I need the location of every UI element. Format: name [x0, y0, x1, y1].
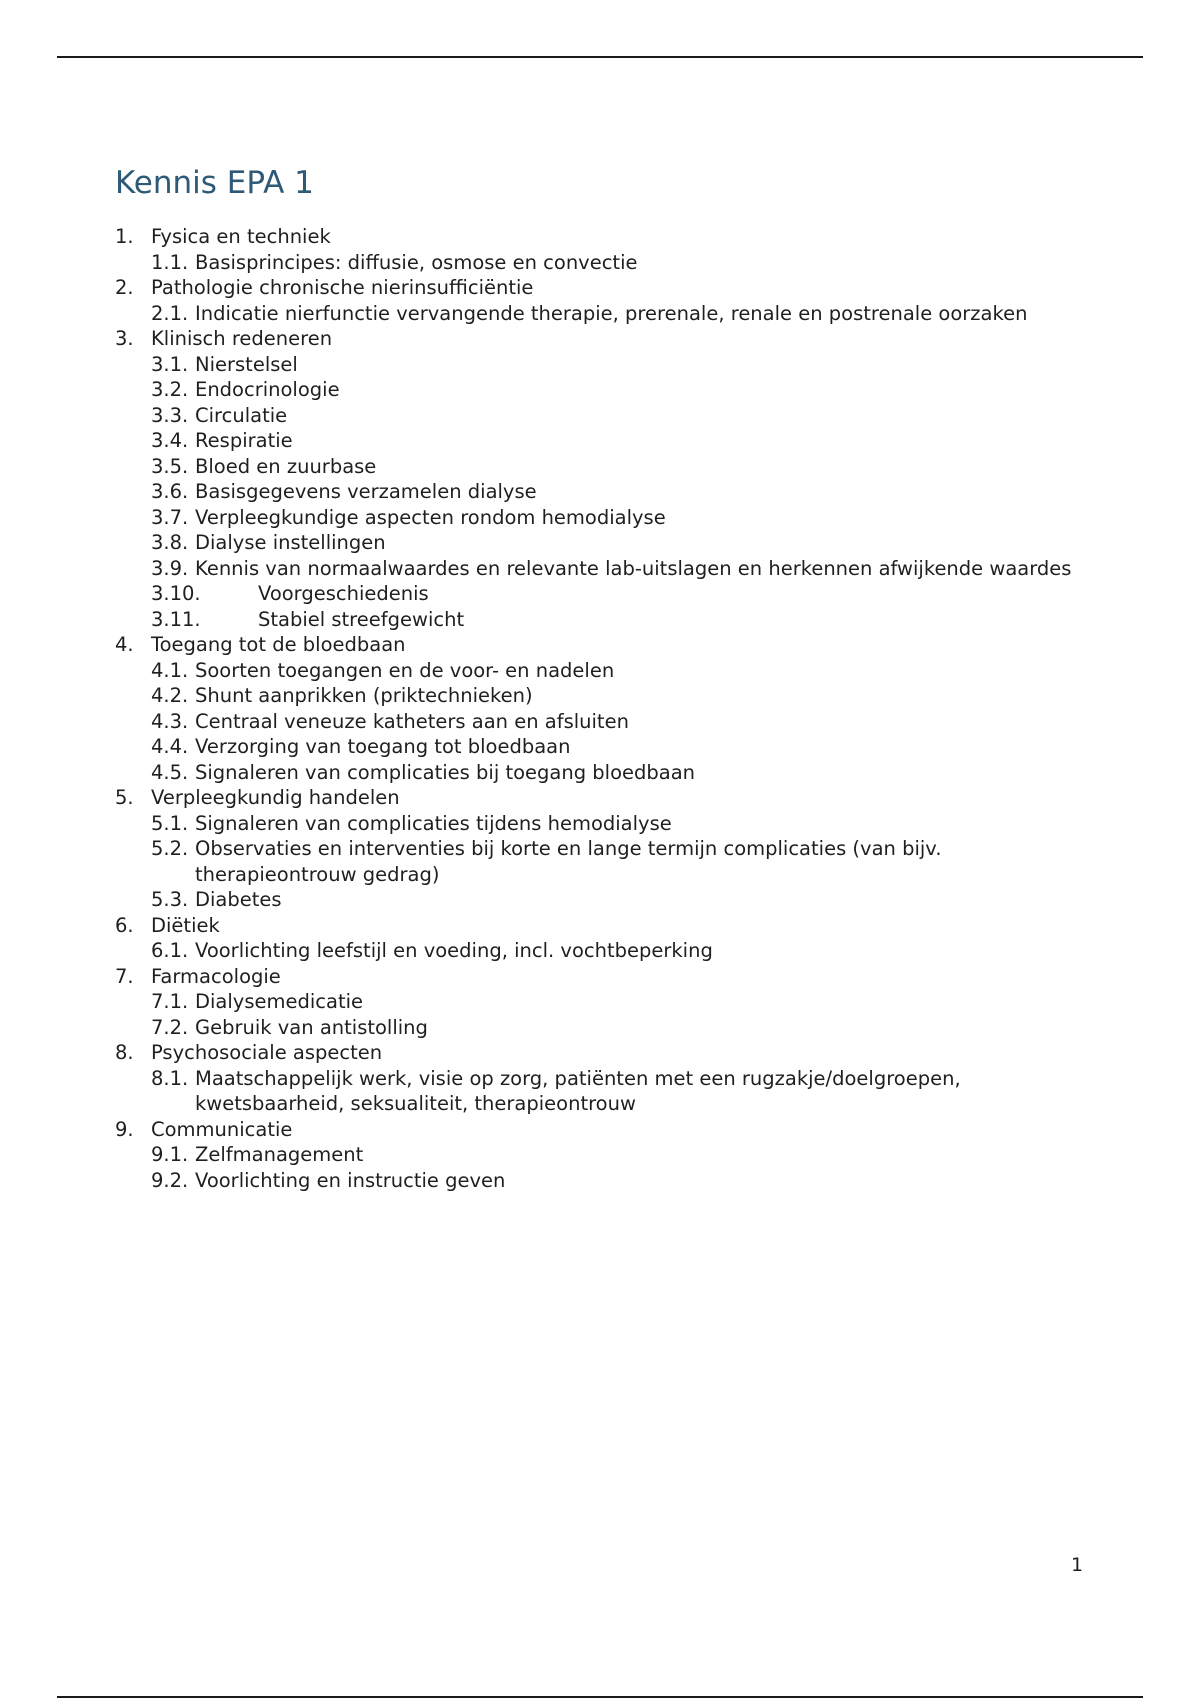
toc-subsection [115, 454, 1075, 480]
toc-subsection [115, 734, 1075, 760]
toc-subsection [115, 1066, 1075, 1117]
toc-section [115, 913, 1075, 939]
toc-section [115, 1040, 1075, 1066]
toc-number: 4.4. [151, 735, 189, 758]
toc-number: 3.7. [151, 505, 189, 529]
toc-section [115, 632, 1075, 658]
toc-subsection [115, 352, 1075, 378]
toc-number: 4. [115, 633, 134, 656]
toc-subsection [115, 479, 1075, 505]
toc-number: 9.2. [151, 1168, 189, 1192]
toc-section [115, 785, 1075, 811]
toc-number: 1.1. [151, 250, 189, 274]
toc-text: Soorten toegangen en de voor- en nadelen [195, 658, 615, 682]
toc-subsection [115, 1015, 1075, 1041]
toc-number: 8. [115, 1041, 134, 1064]
toc-section [115, 964, 1075, 990]
toc-number: 3.10. [151, 582, 201, 605]
toc-text: Endocrinologie [195, 378, 340, 401]
toc-number: 3.6. [151, 480, 189, 503]
page-title: Kennis EPA 1 [115, 164, 314, 201]
toc-subsection [115, 377, 1075, 403]
toc-subsection [115, 428, 1075, 454]
toc-number: 4.3. [151, 709, 189, 733]
toc-subsection [115, 607, 1075, 633]
toc-number: 4.5. [151, 760, 189, 784]
toc-number: 6. [115, 913, 134, 937]
toc-subsection [115, 1142, 1075, 1168]
toc-text: Nierstelsel [195, 352, 298, 376]
toc-subsection [115, 760, 1075, 786]
toc-text: Basisprincipes: diffusie, osmose en convectie [195, 250, 638, 274]
toc-subsection [115, 403, 1075, 429]
toc-number: 7.2. [151, 1015, 189, 1039]
toc-number: 8.1. [151, 1066, 189, 1090]
toc-text: Voorlichting leefstijl en voeding, incl. vochtbeperking [195, 939, 713, 962]
toc-text: Centraal veneuze katheters aan en afsluiten [195, 709, 629, 733]
toc-section [115, 1117, 1075, 1143]
toc-text: Pathologie chronische nierinsufficiëntie [151, 276, 534, 299]
toc-number: 5. [115, 786, 134, 809]
toc-text: Verzorging van toegang tot bloedbaan [195, 735, 571, 758]
toc-number: 3.4. [151, 429, 189, 452]
toc-text: Zelfmanagement [195, 1143, 364, 1166]
toc-text: Stabiel streefgewicht [258, 607, 465, 631]
toc-section [115, 326, 1075, 352]
toc-number: 3.2. [151, 378, 189, 401]
toc-text: Basisgegevens verzamelen dialyse [195, 480, 537, 503]
toc-number: 5.1. [151, 811, 189, 835]
toc-number: 3.5. [151, 454, 189, 478]
toc-text: Dialysemedicatie [195, 990, 364, 1013]
toc-text: Farmacologie [151, 964, 281, 988]
toc-number: 3.11. [151, 607, 201, 631]
toc-text: Signaleren van complicaties bij toegang bloedbaan [195, 760, 696, 784]
page-number: 1 [1071, 1554, 1084, 1576]
toc-number: 5.3. [151, 888, 189, 911]
toc-section [115, 224, 1075, 250]
toc-text: Bloed en zuurbase [195, 454, 377, 478]
toc-subsection [115, 530, 1075, 556]
toc-text: Dialyse instellingen [195, 531, 386, 554]
toc-number: 4.2. [151, 684, 189, 707]
toc-number: 3.8. [151, 531, 189, 554]
toc-text: Voorlichting en instructie geven [195, 1168, 506, 1192]
toc-number: 9.1. [151, 1143, 189, 1166]
toc-section [115, 275, 1075, 301]
toc-subsection [115, 709, 1075, 735]
toc-text: Communicatie [151, 1117, 293, 1141]
toc-text: Maatschappelijk werk, visie op zorg, patiënten met een rugzakje/doelgroepen, kwetsbaarheid, seksualiteit, therapieontrouw [195, 1066, 961, 1115]
toc-subsection [115, 250, 1075, 276]
toc-text: Circulatie [195, 403, 288, 427]
toc-subsection [115, 556, 1075, 582]
toc-number: 7. [115, 964, 134, 988]
toc-text: Gebruik van antistolling [195, 1015, 428, 1039]
toc-number: 1. [115, 225, 134, 248]
toc-text: Observaties en interventies bij korte en lange termijn complicaties (van bijv. therapieontrouw gedrag) [195, 837, 942, 886]
toc-text: Indicatie nierfunctie vervangende therapie, prerenale, renale en postrenale oorzaken [195, 301, 1028, 325]
toc-number: 3.1. [151, 352, 189, 376]
toc-subsection [115, 887, 1075, 913]
toc-text: Verpleegkundige aspecten rondom hemodialyse [195, 505, 666, 529]
toc-text: Signaleren van complicaties tijdens hemodialyse [195, 811, 672, 835]
toc-number: 7.1. [151, 990, 189, 1013]
toc-number: 4.1. [151, 658, 189, 682]
toc-text: Psychosociale aspecten [151, 1041, 383, 1064]
toc-number: 6.1. [151, 939, 189, 962]
toc-text: Diëtiek [151, 913, 220, 937]
toc-subsection [115, 683, 1075, 709]
toc-text: Klinisch redeneren [151, 327, 333, 350]
toc-number: 9. [115, 1117, 134, 1141]
footer-rule [57, 1696, 1143, 1698]
toc-subsection [115, 505, 1075, 531]
toc-subsection [115, 836, 1075, 887]
toc-subsection [115, 581, 1075, 607]
toc-subsection [115, 301, 1075, 327]
toc-number: 2.1. [151, 301, 189, 325]
toc-subsection [115, 811, 1075, 837]
toc-text: Toegang tot de bloedbaan [151, 633, 406, 656]
toc-subsection [115, 658, 1075, 684]
header-rule [57, 56, 1143, 58]
toc-text: Fysica en techniek [151, 225, 331, 248]
toc-text: Respiratie [195, 429, 293, 452]
toc-number: 3.9. [151, 556, 189, 580]
toc-text: Voorgeschiedenis [258, 582, 429, 605]
toc-text: Shunt aanprikken (priktechnieken) [195, 684, 533, 707]
toc-number: 3. [115, 327, 134, 350]
toc-subsection [115, 938, 1075, 964]
toc-text: Diabetes [195, 888, 282, 911]
toc-text: Kennis van normaalwaardes en relevante lab-uitslagen en herkennen afwijkende waardes [195, 556, 1072, 580]
toc-text: Verpleegkundig handelen [151, 786, 400, 809]
toc-subsection [115, 989, 1075, 1015]
toc-subsection [115, 1168, 1075, 1194]
toc-number: 2. [115, 276, 134, 299]
toc-number: 5.2. [151, 837, 189, 860]
table-of-contents [115, 224, 1075, 1193]
toc-number: 3.3. [151, 403, 189, 427]
